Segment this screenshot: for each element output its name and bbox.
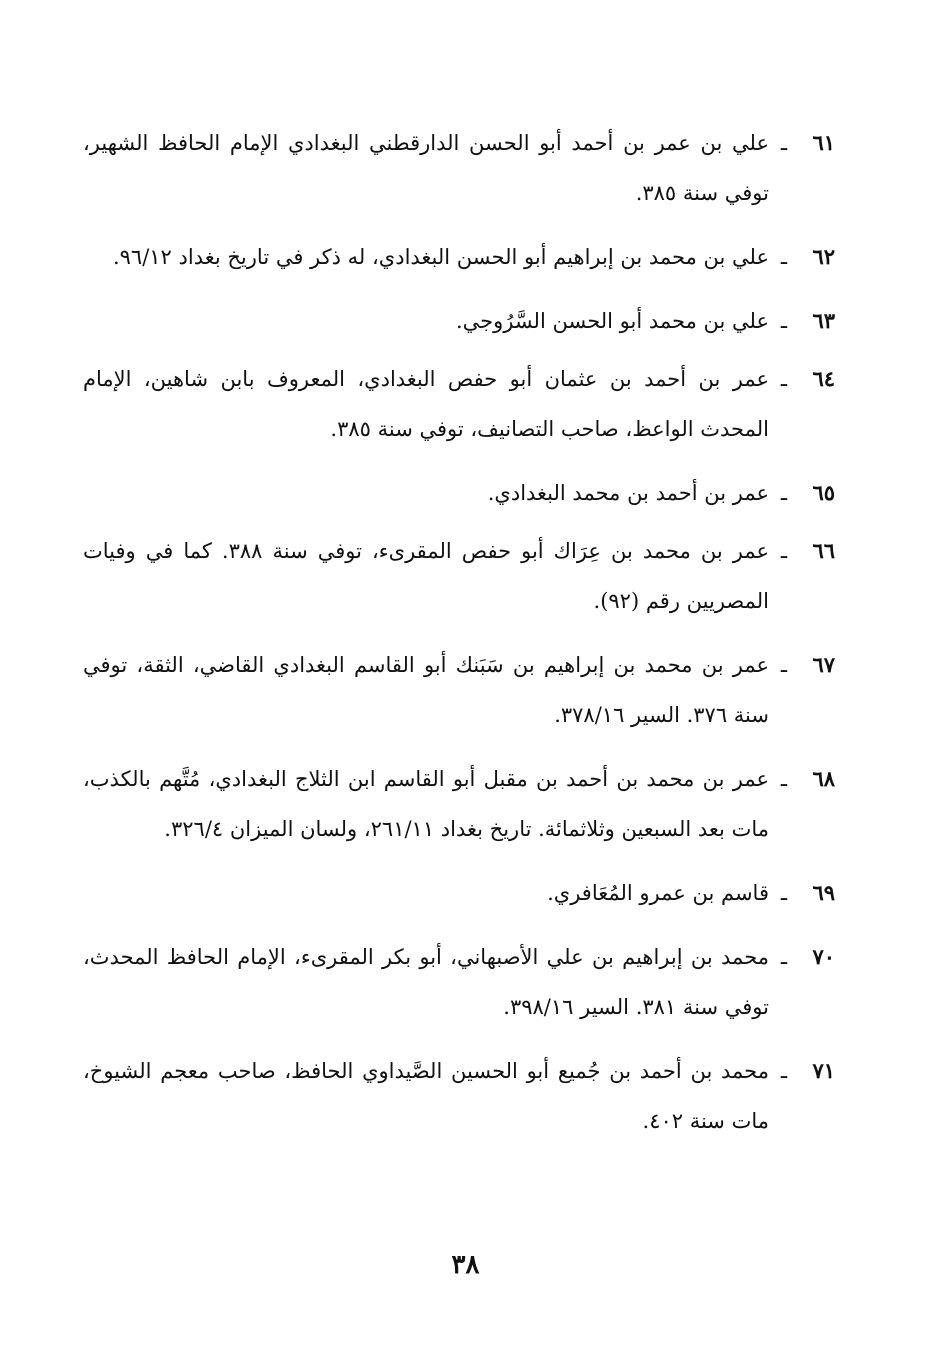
entry-dash: ـ	[780, 131, 788, 155]
entry-number: ٦١	[812, 130, 835, 155]
list-item	[83, 296, 835, 346]
entry-text: محمد بن إبراهيم بن علي الأصبهاني، أبو بكر المقرىء، الإمام الحافظ المحدث، توفي سنة ٣٨١. السير ٣٩٨/١٦.	[83, 945, 769, 1019]
entry-text: عمر بن محمد بن أحمد بن مقبل أبو القاسم ابن الثلاج البغدادي، مُتَّهم بالكذب، مات بعد السبعين وثلاثمائة. تاريخ بغداد ٢٦١/١١، ولسان الميزان ٣٢٦/٤.	[83, 767, 769, 841]
entry-number: ٦٦	[812, 538, 835, 563]
page-number: ٣٨	[451, 1250, 480, 1280]
entry-text: عمر بن أحمد بن محمد البغدادي.	[487, 481, 769, 505]
entry-number: ٧٠	[812, 944, 835, 969]
entry-dash: ـ	[780, 653, 788, 677]
list-item	[83, 118, 835, 218]
entry-text: قاسم بن عمرو المُعَافري.	[547, 881, 769, 905]
entry-number: ٦٤	[812, 366, 835, 391]
entry-dash: ـ	[780, 481, 788, 505]
list-item	[83, 354, 835, 454]
list-item	[83, 232, 835, 282]
entry-text: علي بن محمد بن إبراهيم أبو الحسن البغدادي، له ذكر في تاريخ بغداد ٩٦/١٢.	[112, 245, 769, 269]
entry-number: ٦٢	[812, 244, 835, 269]
entry-dash: ـ	[780, 1059, 788, 1083]
entry-text: محمد بن أحمد بن جُميع أبو الحسين الصَّيداوي الحافظ، صاحب معجم الشيوخ، مات سنة ٤٠٢.	[83, 1059, 769, 1133]
entry-number: ٦٣	[812, 308, 835, 333]
entry-text: عمر بن محمد بن عِرَاك أبو حفص المقرىء، توفي سنة ٣٨٨. كما في وفيات المصريين رقم (٩٢).	[83, 539, 770, 613]
entry-text: علي بن عمر بن أحمد أبو الحسن الدارقطني البغدادي الإمام الحافظ الشهير، توفي سنة ٣٨٥.	[83, 131, 769, 205]
entry-text: عمر بن أحمد بن عثمان أبو حفص البغدادي، المعروف بابن شاهين، الإمام المحدث الواعظ، صاحب التصانيف، توفي سنة ٣٨٥.	[83, 367, 769, 441]
list-item	[83, 640, 835, 740]
entry-number: ٦٨	[812, 766, 835, 791]
entry-dash: ـ	[780, 309, 788, 333]
entries-list	[83, 118, 835, 1154]
entry-dash: ـ	[780, 245, 788, 269]
list-item	[83, 468, 835, 518]
list-item	[83, 868, 835, 918]
entry-number: ٦٧	[812, 652, 835, 677]
list-item	[83, 932, 835, 1032]
entry-text: علي بن محمد أبو الحسن السَّرُوجي.	[455, 309, 769, 333]
entry-dash: ـ	[780, 945, 788, 969]
entry-number: ٦٥	[812, 480, 835, 505]
list-item	[83, 1046, 835, 1146]
entry-text: عمر بن محمد بن إبراهيم بن سَبَنك أبو القاسم البغدادي القاضي، الثقة، توفي سنة ٣٧٦. السير ٣٧٨/١٦.	[83, 653, 769, 727]
entry-number: ٧١	[812, 1058, 835, 1083]
entry-dash: ـ	[780, 767, 788, 791]
entry-dash: ـ	[780, 367, 788, 391]
entry-dash: ـ	[780, 539, 788, 563]
entry-dash: ـ	[780, 881, 788, 905]
entry-number: ٦٩	[812, 880, 835, 905]
list-item	[83, 526, 835, 626]
list-item	[83, 754, 835, 854]
